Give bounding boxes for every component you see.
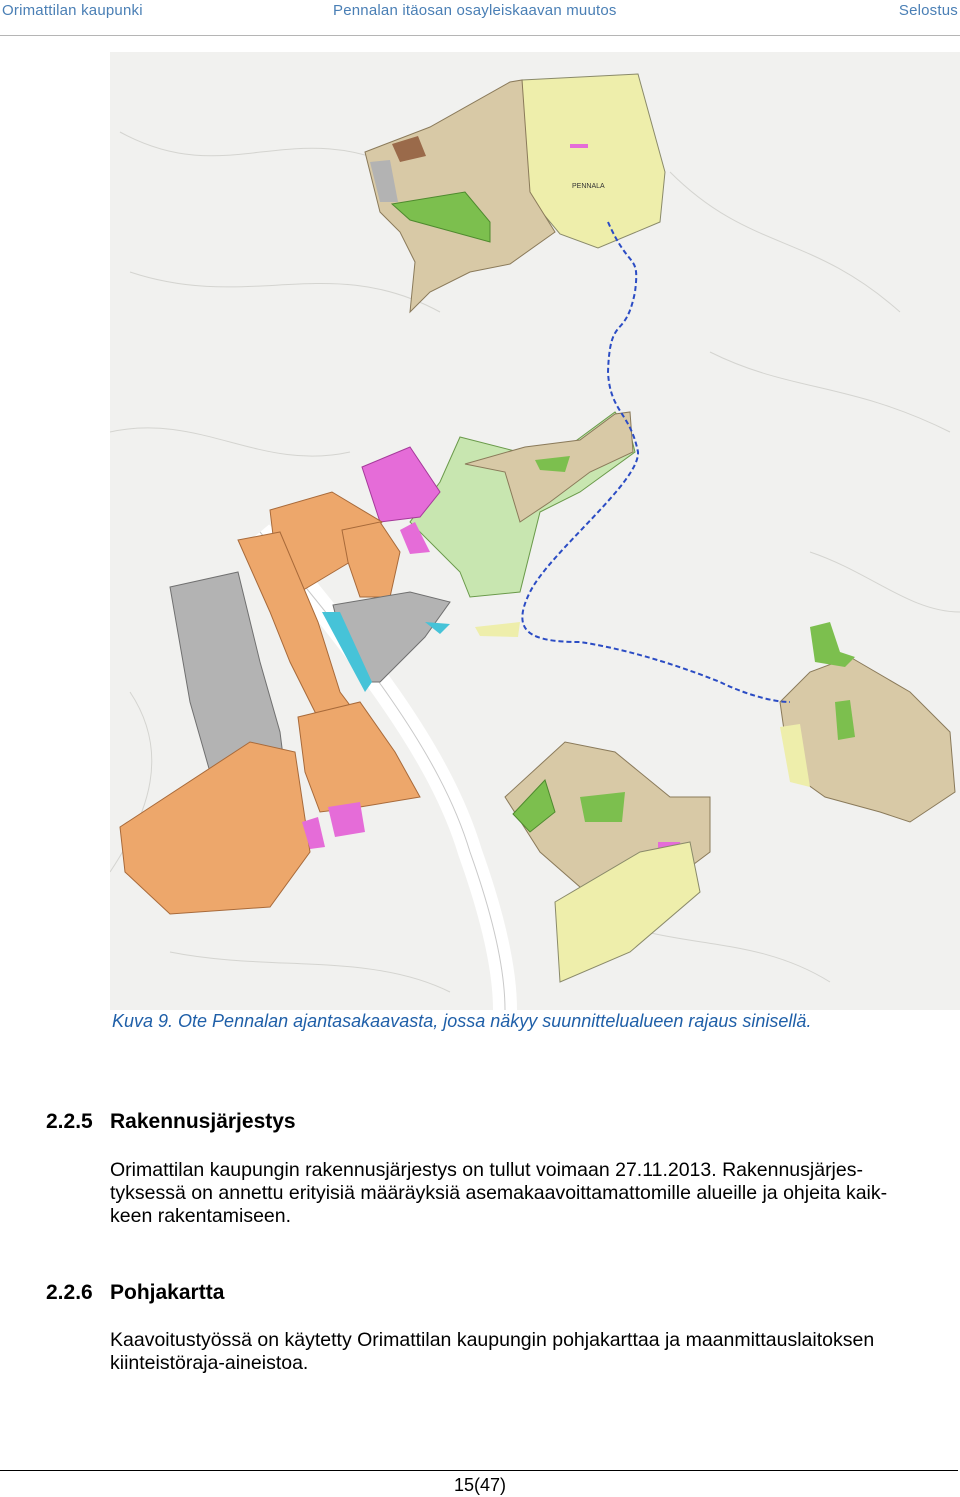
pennala-label: PENNALA [572, 183, 605, 190]
paragraph-line: tyksessä on annettu erityisiä määräyksiä asemakaavoittamattomille alueille ja ohjeita kaik- [110, 1182, 888, 1204]
section-number: 2.2.6 [46, 1281, 93, 1304]
section-heading-rakennusjarjestys [46, 1110, 296, 1134]
southeast-green-b [580, 792, 625, 822]
section-paragraph-rakennusjarjestys [110, 1159, 948, 1228]
section-paragraph-pohjakartta [110, 1329, 948, 1375]
section-title: Pohjakartta [110, 1281, 225, 1304]
section-heading-pohjakartta [46, 1281, 224, 1305]
section-title: Rakennusjärjestys [110, 1110, 296, 1133]
paragraph-line: kiinteistöraja-aineistoa. [110, 1352, 309, 1374]
header-section: Selostus [898, 2, 958, 19]
page-number: 15(47) [453, 1475, 507, 1495]
header-divider [0, 35, 960, 36]
figure-caption: Kuva 9. Ote Pennalan ajantasakaavasta, jossa näkyy suunnittelualueen rajaus sinisellä. [112, 1011, 812, 1031]
paragraph-line: Kaavoitustyössä on käytetty Orimattilan kaupungin pohjakarttaa ja maanmittauslaitoksen [110, 1329, 875, 1351]
header-municipality: Orimattilan kaupunki [2, 2, 143, 19]
north-magenta-plot [570, 144, 588, 148]
header-document-title: Pennalan itäosan osayleiskaavan muutos [333, 2, 617, 19]
footer-divider [0, 1470, 958, 1471]
paragraph-line: Orimattilan kaupungin rakennusjärjestys on tullut voimaan 27.11.2013. Rakennusjärjes- [110, 1159, 863, 1181]
section-number: 2.2.5 [46, 1110, 93, 1133]
paragraph-line: keen rakentamiseen. [110, 1205, 292, 1227]
zoning-map [110, 52, 960, 1010]
page-header [0, 0, 960, 34]
